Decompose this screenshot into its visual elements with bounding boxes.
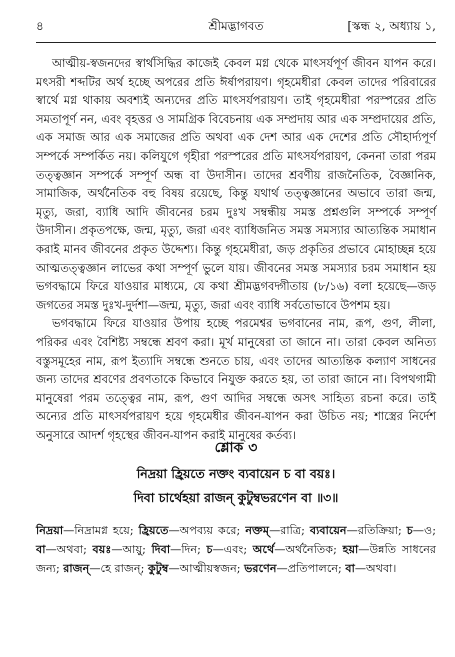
synonym-meaning: এবং [223, 543, 244, 556]
purport-paragraph: আত্মীয়-স্বজনদের স্বার্থসিদ্ধির কাজেই কেবল মগ্ন থেকে মাৎসর্যপূর্ণ জীবন যাপন করে। মৎসরী শব্দটির অর্থ হচ্ছে অপরের প্রতি ঈর্ষাপরায়ণ। গৃহমেধীরা কেবল তাদের পরিবারের স্বার্থে মগ্ন থাকায় অবশ্যই অন্যদের প্রতি মাৎসর্যপরায়ণ। তাই গৃহমেধীরা পরস্পরের প্রতি সমতাপূর্ণ নন, এবং বৃহত্তর ও সামগ্রিক বিবেচনায় এক সম্প্রদায় আর এক সম্প্রদায়ের প্রতি, এক সমাজ আর এক সমাজের প্রতি অথবা এক দেশ আর এক দেশের প্রতি সৌহার্দ্যপূর্ণ সম্পর্কে সম্পর্কিত নয়। কলিযুগে গৃহীরা পরস্পরের প্রতি মাৎসর্যপরায়ণ, কেননা তারা পরম তত্ত্বজ্ঞান সম্পর্কে সম্পূর্ণ অন্ধ বা উদাসীন। তাদের শ্রবণীয় রাজনৈতিক, বৈজ্ঞানিক, সামাজিক, অর্থনৈতিক বহু বিষয় রয়েছে, কিন্তু যথার্থ তত্ত্বজ্ঞানের অভাবে তারা জন্ম, মৃত্যু, জরা, ব্যাধি আদি জীবনের চরম দুঃখ সম্বন্ধীয় সমস্ত প্রশ্নগুলি সম্পর্কে সম্পূর্ণ উদাসীন। প্রকৃতপক্ষে, জন্ম, মৃত্যু, জরা এবং ব্যাধিজনিত সমস্ত সমস্যার আত্যন্তিক সমাধান করাই মানব জীবনের প্রকৃত উদ্দেশ্য। কিন্তু গৃহমেধীরা, জড় প্রকৃতির প্রভাবে মোহাচ্ছন্ন হয়ে আত্মতত্ত্বজ্ঞান লাভের কথা সম্পূর্ণ ভুলে যায়। জীবনের সমস্ত সমস্যার চরম সমাধান হয় ভগবদ্ধামে ফিরে যাওয়ার মাধ্যমে, যে কথা শ্রীমদ্ভগবদ্গীতায় (৮/১৬) বলা হয়েছে—জড় জগতের সমস্ত দুঃখ-দুর্দশা—জন্ম, মৃত্যু, জরা এবং ব্যাধি সর্বতোভাবে উপশম হয়। [36, 56, 436, 312]
synonym-item: বয়ঃ—আয়ু; [92, 542, 152, 556]
synonym-word: বয়ঃ [92, 542, 112, 556]
page-number: ৪ [36, 19, 44, 33]
synonym-item: বা—অথবা। [345, 561, 397, 575]
synonym-meaning: অথবা [366, 562, 393, 575]
synonym-meaning: অথবা [56, 543, 84, 556]
verse-line: দিবা চার্থেহয়া রাজন্ কুটুম্বভরণেন বা ॥৩॥ [133, 490, 339, 505]
purport-text [36, 54, 436, 444]
synonym-word: ব্যবায়েন [309, 523, 347, 537]
running-title: শ্রীমদ্ভাগবত [208, 19, 264, 33]
synonym-item: বা—অথবা; [36, 542, 93, 556]
synonym-item: নক্তম্—রাত্রি; [245, 523, 310, 537]
synonym-word: বা [36, 542, 46, 556]
synonym-meaning: প্রতিপালনে [287, 562, 339, 575]
word-meanings [36, 521, 436, 578]
synonym-item: ব্যবায়েন—রতিক্রিয়া; [309, 523, 407, 537]
header-rule [36, 42, 436, 43]
synonym-meaning: উন্নতি সাধনের জন্য [36, 543, 437, 575]
synonym-word: রাজন্ [63, 561, 90, 575]
synonym-meaning: হে রাজন্ [100, 562, 141, 575]
chapter-reference: [স্কন্ধ ২, অধ্যায় ১, [347, 19, 436, 33]
synonym-word: চ [206, 542, 213, 556]
synonym-item: হ্রিয়তে—অপব্যয় করে; [138, 523, 246, 537]
synonym-meaning: অর্থনৈতিক [285, 543, 334, 556]
verse-text [36, 462, 436, 510]
synonym-item: অর্থে—অর্থনৈতিক; [252, 542, 343, 556]
synonym-word: হয়া [342, 542, 359, 556]
synonym-word: নক্তম্ [245, 523, 270, 537]
synonym-meaning: ও [423, 524, 433, 537]
synonym-word: নিদ্রয়া [36, 523, 64, 537]
synonym-meaning: রাত্রি [280, 524, 302, 537]
synonym-item: হয়া—উন্নতি সাধনের জন্য; [36, 542, 437, 575]
synonym-item: রাজন্—হে রাজন্; [63, 561, 148, 575]
synonym-word: হ্রিয়তে [138, 523, 169, 537]
synonym-meaning: নিদ্রামগ্ন হয়ে [74, 524, 130, 537]
synonym-meaning: আত্মীয়স্বজন [179, 562, 237, 575]
synonym-item: ভরণেন—প্রতিপালনে; [244, 561, 346, 575]
verse-line: নিদ্রয়া হ্রিয়তে নক্তং ব্যবায়েন চ বা বয়ঃ। [136, 466, 336, 481]
synonym-word: ভরণেন [244, 561, 277, 575]
synonym-word: চ [406, 523, 413, 537]
synonym-item: কুটুম্ব—আত্মীয়স্বজন; [147, 561, 245, 575]
synonym-meaning: রতিক্রিয়া [357, 524, 398, 537]
synonym-meaning: আয়ু [122, 543, 143, 556]
synonym-word: কুটুম্ব [147, 561, 169, 575]
synonym-word: দিবা [151, 542, 171, 556]
synonym-word: বা [345, 561, 355, 575]
synonym-word: অর্থে [252, 542, 275, 556]
synonym-item: দিবা—দিন; [151, 542, 207, 556]
synonym-item: চ—এবং; [206, 542, 253, 556]
purport-paragraph: ভগবদ্ধামে ফিরে যাওয়ার উপায় হচ্ছে পরমেশ্বর ভগবানের নাম, রূপ, গুণ, লীলা, পরিকর এবং বৈশিষ্ট্য সম্বন্ধে শ্রবণ করা। মূর্খ মানুষেরা তা জানে না। তারা কেবল অনিত্য বস্তুসমূহের নাম, রূপ ইত্যাদি সম্বন্ধে শুনতে চায়, এবং তাদের আত্যন্তিক কল্যাণ সাধনের জন্য তাদের শ্রবণের প্রবণতাকে কিভাবে নিযুক্ত করতে হয়, তা তারা জানে না। বিপথগামী মানুষেরা পরম তত্ত্বের নাম, রূপ, গুণ আদির সম্বন্ধে অসৎ সাহিত্য রচনা করে। তাই অন্যের প্রতি মাৎসর্যপরায়ণ হয়ে গৃহমেধীর জীবন-যাপন করা উচিত নয়; শাস্ত্রের নির্দেশ অনুসারে আদর্শ গৃহস্থের জীবন-যাপন করাই মানুষের কর্তব্য। [36, 316, 436, 442]
synonym-meaning: দিন [181, 543, 198, 556]
synonym-meaning: অপব্যয় করে [179, 524, 237, 537]
synonym-item: নিদ্রয়া—নিদ্রামগ্ন হয়ে; [36, 523, 139, 537]
book-page [36, 0, 436, 657]
synonym-item: চ—ও; [406, 523, 436, 537]
page-header [36, 18, 436, 40]
verse-heading: শ্লোক ৩ [214, 440, 258, 456]
